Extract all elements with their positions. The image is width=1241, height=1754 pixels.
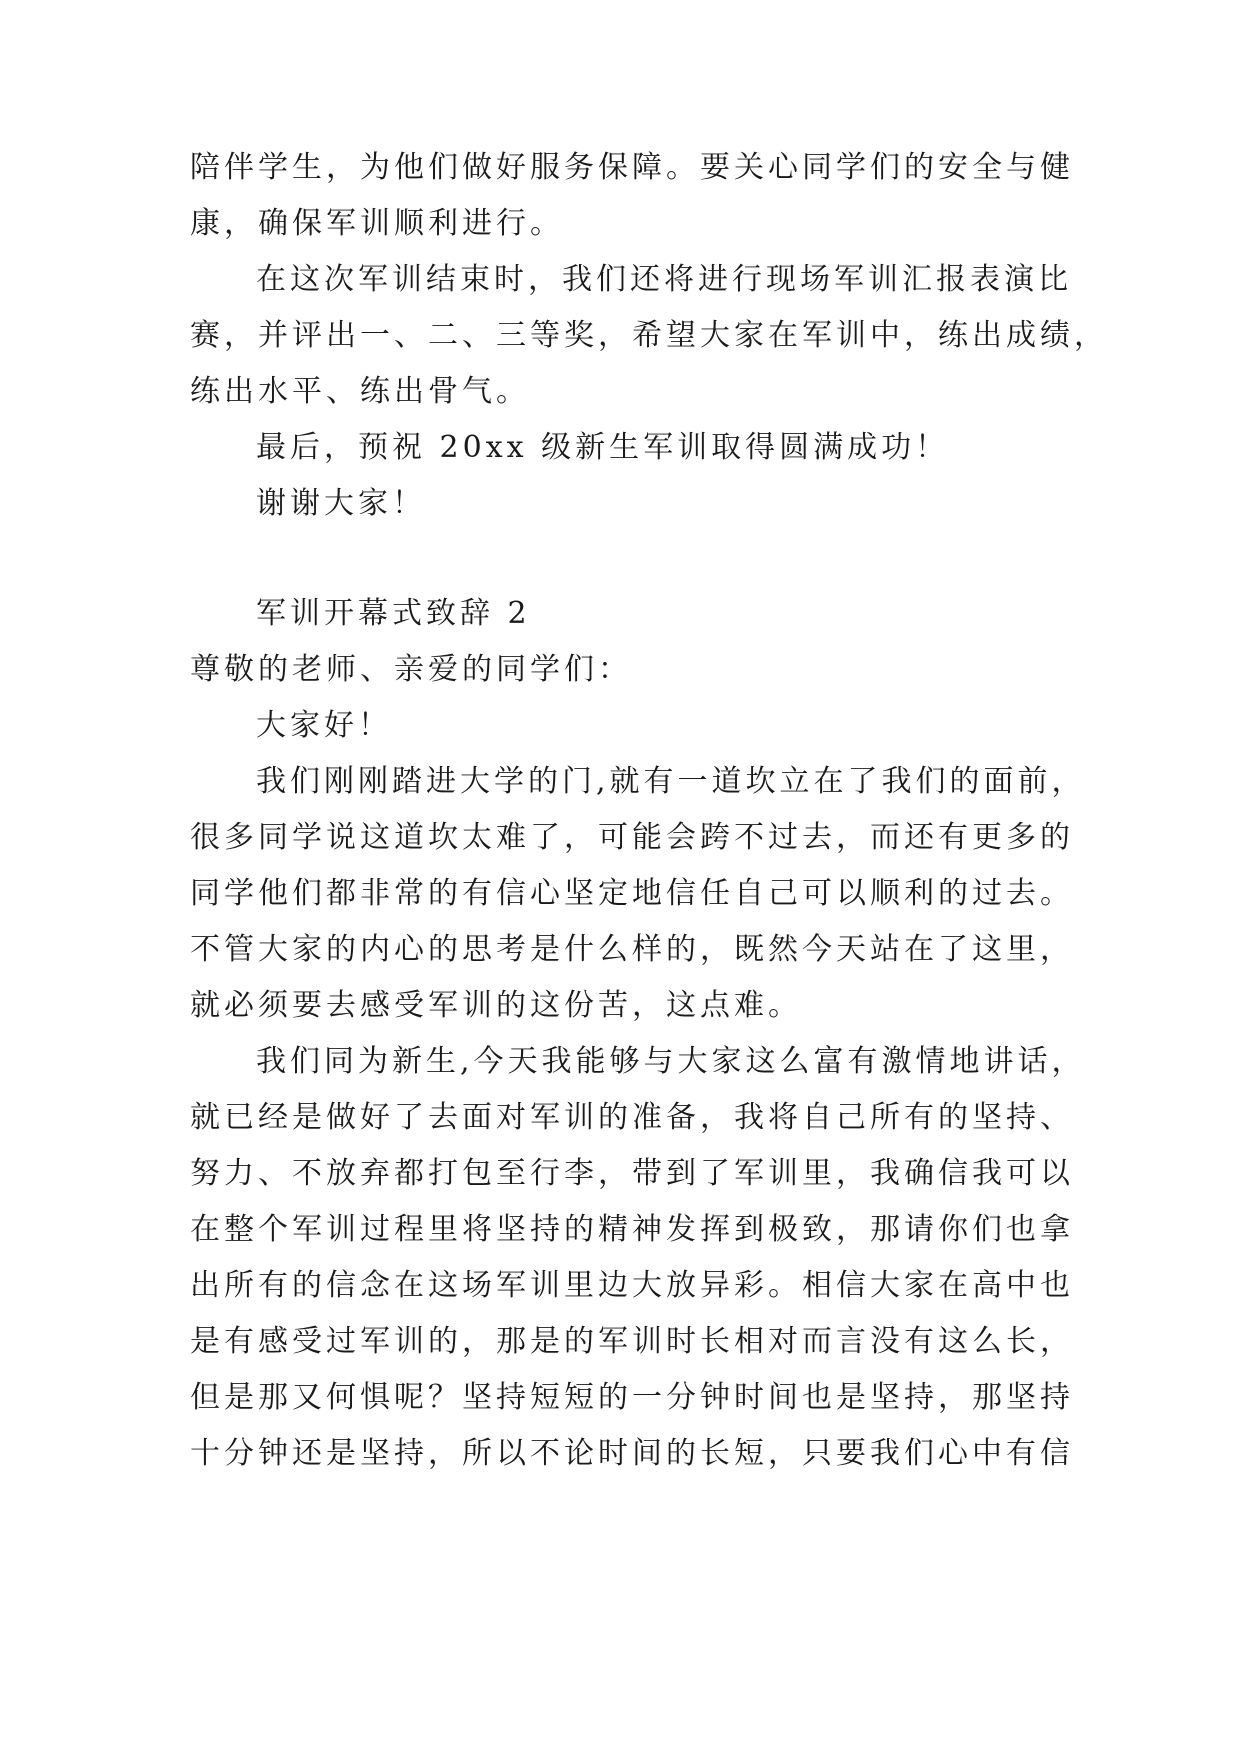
paragraph-line: 我们同为新生,今天我能够与大家这么富有激情地讲话，	[256, 1044, 1086, 1079]
closing-thanks: 谢谢大家！	[256, 486, 426, 521]
paragraph-line: 我们刚刚踏进大学的门,就有一道坎立在了我们的面前，	[256, 764, 1086, 799]
paragraph-line: 就已经是做好了去面对军训的准备，我将自己所有的坚持、	[190, 1100, 1074, 1135]
paragraph-line: 在整个军训过程里将坚持的精神发挥到极致，那请你们也拿	[190, 1212, 1074, 1247]
paragraph-line: 很多同学说这道坎太难了，可能会跨不过去，而还有更多的	[190, 820, 1074, 855]
paragraph-line: 康，确保军训顺利进行。	[190, 206, 564, 241]
greeting: 大家好！	[256, 708, 392, 743]
section-title: 军训开幕式致辞 2	[256, 596, 531, 631]
paragraph-line: 但是那又何惧呢？坚持短短的一分钟时间也是坚持，那坚持	[190, 1380, 1074, 1415]
salutation: 尊敬的老师、亲爱的同学们：	[190, 652, 632, 687]
paragraph-line: 就必须要去感受军训的这份苦，这点难。	[190, 988, 802, 1023]
paragraph-line: 十分钟还是坚持，所以不论时间的长短，只要我们心中有信	[190, 1436, 1074, 1471]
paragraph-line: 同学他们都非常的有信心坚定地信任自己可以顺利的过去。	[190, 876, 1074, 911]
paragraph-line: 最后，预祝 20xx 级新生军训取得圆满成功！	[256, 430, 950, 465]
paragraph-line: 是有感受过军训的，那是的军训时长相对而言没有这么长，	[190, 1324, 1074, 1359]
paragraph-line: 赛，并评出一、二、三等奖，希望大家在军训中，练出成绩，	[190, 318, 1108, 353]
paragraph-line: 努力、不放弃都打包至行李，带到了军训里，我确信我可以	[190, 1156, 1074, 1191]
paragraph-line: 出所有的信念在这场军训里边大放异彩。相信大家在高中也	[190, 1268, 1074, 1303]
paragraph-line: 练出水平、练出骨气。	[190, 374, 530, 409]
paragraph-line: 在这次军训结束时，我们还将进行现场军训汇报表演比	[256, 262, 1072, 297]
paragraph-line: 不管大家的内心的思考是什么样的，既然今天站在了这里，	[190, 932, 1074, 967]
paragraph-line: 陪伴学生，为他们做好服务保障。要关心同学们的安全与健	[190, 150, 1074, 185]
